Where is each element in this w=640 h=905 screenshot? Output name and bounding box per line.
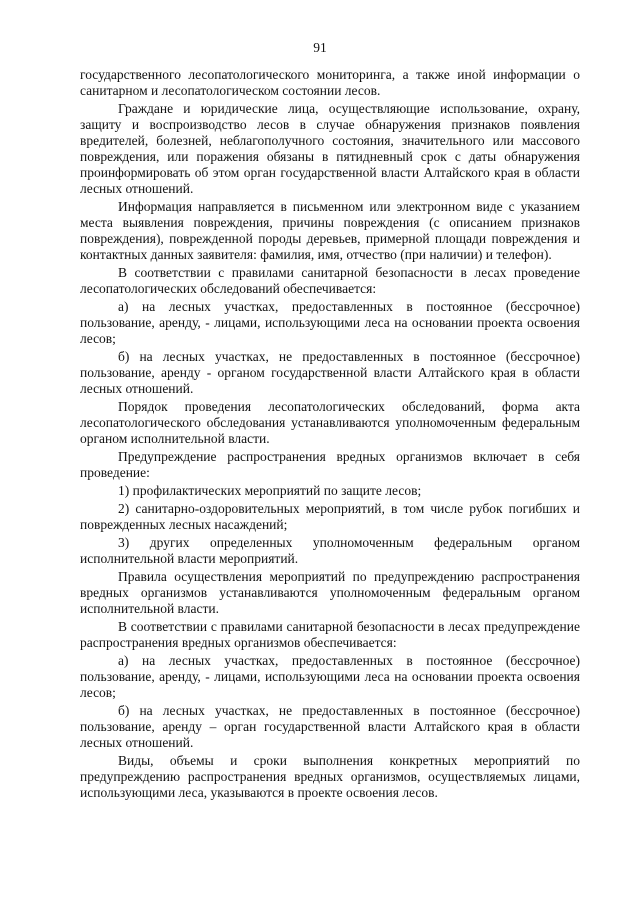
paragraph: Виды, объемы и сроки выполнения конкретных мероприятий по предупреждению распространения вредных организмов, осуществляемых лицами, использующими леса, указываются в проекте освоения лесов. [80, 753, 580, 800]
list-item: а) на лесных участках, предоставленных в постоянное (бессрочное) пользование, аренду, - лицами, использующими леса на основании проекта освоения лесов; [80, 299, 580, 346]
list-item: 2) санитарно-оздоровительных мероприятий, в том числе рубок погибших и поврежденных лесных насаждений; [80, 501, 580, 532]
paragraph: В соответствии с правилами санитарной безопасности в лесах предупреждение распространения вредных организмов обеспечивается: [80, 619, 580, 650]
paragraph: государственного лесопатологического мониторинга, а также иной информации о санитарном и лесопатологическом состоянии лесов. [80, 67, 580, 98]
paragraph: Предупреждение распространения вредных организмов включает в себя проведение: [80, 449, 580, 480]
list-item: 1) профилактических мероприятий по защите лесов; [118, 483, 422, 498]
list-item: а) на лесных участках, предоставленных в постоянное (бессрочное) пользование, аренду, - лицами, использующими леса на основании проекта освоения лесов; [80, 653, 580, 700]
paragraph: Информация направляется в письменном или электронном виде с указанием места выявления повреждения, причины повреждения (с описанием признаков повреждения), поврежденной породы деревьев, примерной площади повреждения и контактных данных заявителя: фамилия, имя, отчество (при наличии) и телефон). [80, 199, 580, 262]
paragraph: Граждане и юридические лица, осуществляющие использование, охрану, защиту и воспроизводство лесов в случае обнаружения признаков появления вредителей, болезней, неблагополучного состояния, значительного или массового повреждения, или поражения обязаны в пятидневный срок с даты обнаружения проинформировать об этом орган государственной власти Алтайского края в области лесных отношений. [80, 101, 580, 196]
list-item: б) на лесных участках, не предоставленных в постоянное (бессрочное) пользование, аренду - органом государственной власти Алтайского края в области лесных отношений. [80, 349, 580, 396]
paragraph: Правила осуществления мероприятий по предупреждению распространения вредных организмов устанавливаются уполномоченным федеральным органом исполнительной власти. [80, 569, 580, 616]
page-number: 91 [313, 40, 327, 55]
paragraph: В соответствии с правилами санитарной безопасности в лесах проведение лесопатологических обследований обеспечивается: [80, 265, 580, 296]
document-body [80, 67, 580, 803]
paragraph: Порядок проведения лесопатологических обследований, форма акта лесопатологического обследования устанавливаются уполномоченным федеральным органом исполнительной власти. [80, 399, 580, 446]
list-item: б) на лесных участках, не предоставленных в постоянное (бессрочное) пользование, аренду – орган государственной власти Алтайского края в области лесных отношений. [80, 703, 580, 750]
list-item: 3) других определенных уполномоченным федеральным органом исполнительной власти мероприятий. [80, 535, 580, 566]
